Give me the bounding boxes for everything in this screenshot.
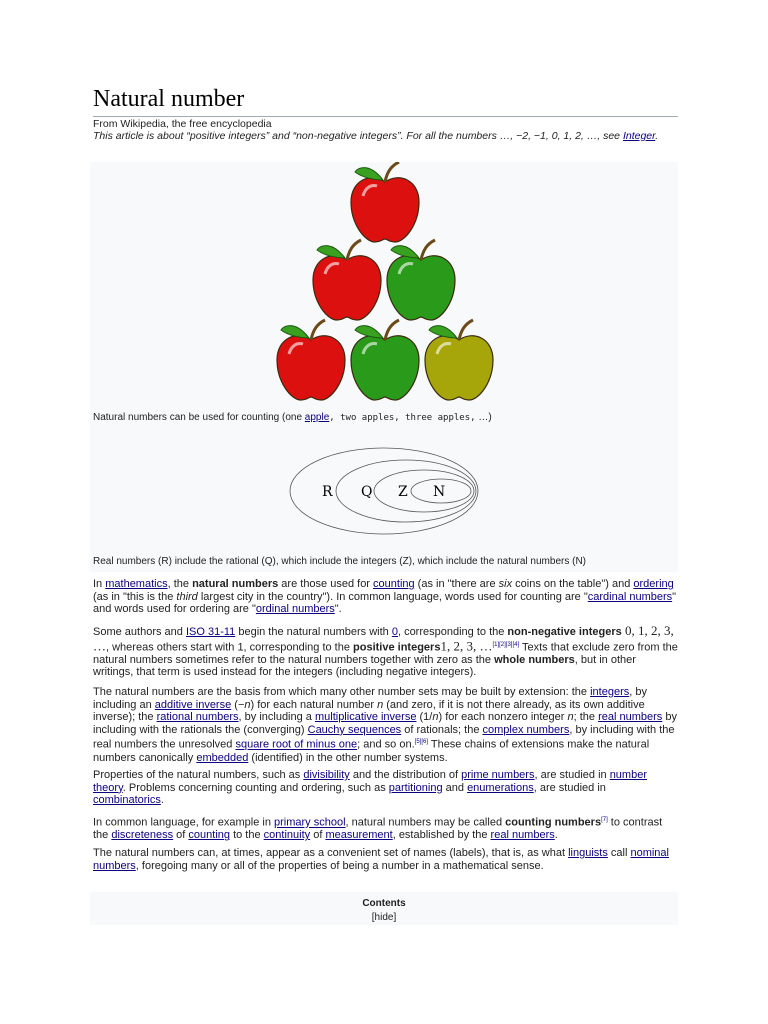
link-multiplicative-inverse[interactable]: multiplicative inverse bbox=[314, 711, 417, 724]
label-q: Q bbox=[361, 484, 373, 500]
citation-5-6[interactable]: [5][6] bbox=[414, 739, 428, 746]
figure1-caption: Natural numbers can be used for counting (one apple, two apples, three apples, …) bbox=[93, 412, 492, 423]
apple-bottom-left bbox=[277, 320, 345, 400]
link-apple[interactable]: apple bbox=[304, 412, 330, 423]
citation-7[interactable]: [7] bbox=[601, 817, 608, 823]
toc-title: Contents bbox=[362, 898, 406, 909]
link-counting[interactable]: counting bbox=[373, 578, 415, 590]
link-nominal-numbers[interactable]: nominal numbers bbox=[93, 847, 669, 872]
apples-image bbox=[270, 162, 500, 410]
link-real-numbers-2[interactable]: real numbers bbox=[490, 829, 555, 842]
paragraph-1: In mathematics, the natural numbers are those used for counting (as in "there are six coins on the table") and ordering (as in "this is the third largest city in the country"). In common language, words used for counting are "cardinal numbers" and words used for ordering are "ordinal numbers". bbox=[93, 578, 677, 616]
link-measurement[interactable]: measurement bbox=[325, 829, 393, 842]
ellipse-r bbox=[290, 448, 478, 534]
citation-1-4[interactable]: [1][2][3][4] bbox=[492, 641, 520, 648]
link-divisibility[interactable]: divisibility bbox=[303, 769, 350, 781]
link-prime-numbers[interactable]: prime numbers bbox=[461, 769, 535, 781]
paragraph-2: Some authors and ISO 31-11 begin the natural numbers with 0, corresponding to the non-negative integers 0, 1, 2, 3, …, whereas others start with 1, corresponding to the positive integers1, 2, 3, …[1][2][3][4] Texts that exclude zero from the natural numbers sometimes refer to the natural numbers together with zero as the whole numbers, but in other writings, that term is used instead for the integers (including negative integers). bbox=[93, 623, 678, 679]
page-title: Natural number bbox=[93, 84, 678, 117]
link-mathematics[interactable]: mathematics bbox=[105, 578, 168, 590]
table-of-contents bbox=[90, 892, 678, 925]
link-square-root-minus-one[interactable]: square root of minus one bbox=[235, 739, 358, 752]
link-continuity[interactable]: continuity bbox=[263, 829, 311, 842]
paragraph-4: Properties of the natural numbers, such as divisibility and the distribution of prime numbers, are studied in number theory. Problems concerning counting and ordering, such as partitioning and enumerations, are studied in combinatorics. bbox=[93, 769, 647, 807]
link-zero[interactable]: 0 bbox=[391, 626, 398, 638]
apple-bottom-mid bbox=[351, 320, 419, 400]
link-real-numbers[interactable]: real numbers bbox=[598, 711, 663, 724]
toc-hide-toggle[interactable]: [hide] bbox=[371, 912, 397, 923]
apple-mid-right bbox=[387, 240, 455, 320]
figure2-caption: Real numbers (R) include the rational (Q), which include the integers (Z), which include the natural numbers (N) bbox=[93, 556, 586, 567]
link-embedded[interactable]: embedded bbox=[196, 751, 249, 764]
link-counting-2[interactable]: counting bbox=[188, 829, 231, 842]
link-ordinal-numbers[interactable]: ordinal numbers bbox=[255, 603, 335, 616]
link-cardinal-numbers[interactable]: cardinal numbers bbox=[587, 590, 673, 603]
link-number-theory[interactable]: number theory bbox=[93, 769, 647, 794]
paragraph-3: The natural numbers are the basis from which many other number sets may be built by extension: the integers, by including an additive inverse (−n) for each natural number n (and zero, if it is not there already, as its own additive inverse); the rational numbers, by including a multiplicative inverse (1/n) for each nonzero integer n; the real numbers by including with the rationals the (converging) Cauchy sequences of rationals; the complex numbers, by including with the real numbers the unresolved square root of minus one; and so on.[5][6] These chains of extensions make the natural numbers canonically embedded (identified) in the other number systems. bbox=[93, 686, 677, 764]
link-rational-numbers[interactable]: rational numbers bbox=[156, 711, 239, 724]
link-additive-inverse[interactable]: additive inverse bbox=[154, 698, 232, 711]
apple-bottom-right bbox=[425, 320, 493, 400]
link-partitioning[interactable]: partitioning bbox=[388, 781, 443, 794]
paragraph-5: In common language, for example in primary school, natural numbers may be called counting numbers[7] to contrast the discreteness of counting to the continuity of measurement, established by the real numbers. bbox=[93, 816, 663, 842]
link-iso-31-11[interactable]: ISO 31-11 bbox=[185, 626, 236, 638]
link-cauchy-sequences[interactable]: Cauchy sequences bbox=[307, 723, 402, 736]
apple-top bbox=[351, 162, 419, 242]
ellipse-z bbox=[374, 470, 474, 512]
hatnote: This article is about “positive integers” and “non-negative integers”. For all the numbers …, −2, −1, 0, 1, 2, …, see Integer. bbox=[93, 130, 659, 142]
link-enumerations[interactable]: enumerations bbox=[467, 781, 534, 794]
link-integer[interactable]: Integer bbox=[622, 130, 656, 142]
site-subtitle: From Wikipedia, the free encyclopedia bbox=[93, 118, 272, 130]
link-linguists[interactable]: linguists bbox=[568, 847, 608, 859]
label-z: Z bbox=[398, 484, 408, 500]
label-n: N bbox=[433, 484, 446, 500]
link-combinatorics[interactable]: combinatorics bbox=[93, 794, 161, 807]
number-sets-diagram bbox=[288, 446, 480, 536]
link-primary-school[interactable]: primary school bbox=[274, 816, 346, 829]
apple-mid-left bbox=[313, 240, 381, 320]
link-complex-numbers[interactable]: complex numbers bbox=[482, 723, 570, 736]
paragraph-6: The natural numbers can, at times, appear as a convenient set of names (labels), that is, as what linguists call nominal numbers, foregoing many or all of the properties of being a number in a mathematical sense. bbox=[93, 847, 669, 872]
label-r: R bbox=[322, 484, 333, 500]
link-discreteness[interactable]: discreteness bbox=[111, 829, 174, 842]
link-integers[interactable]: integers bbox=[590, 686, 630, 698]
link-ordering[interactable]: ordering bbox=[633, 578, 674, 590]
